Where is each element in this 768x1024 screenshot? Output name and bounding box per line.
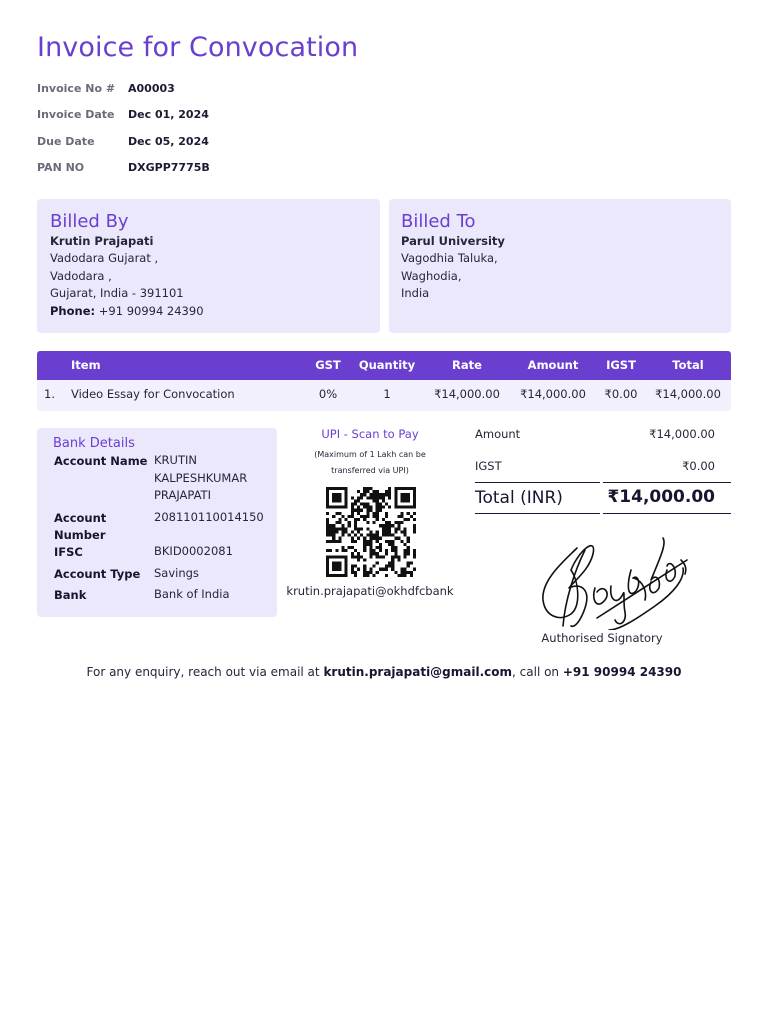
footer-phone[interactable]: +91 90994 24390 [562,665,682,679]
meta-value: Dec 05, 2024 [128,135,209,148]
ifsc-label: IFSC [54,545,83,559]
phone-label: Phone: [50,303,96,318]
igst-value: ₹0.00 [682,459,715,473]
meta-value: Dec 01, 2024 [128,108,209,121]
meta-label: PAN NO [37,161,85,174]
signatory-label: Authorised Signatory [541,631,663,645]
row-quantity: 1 [383,387,391,401]
upi-note: (Maximum of 1 Lakh can be transferred via UPI) [314,450,426,475]
billed-by-name: Krutin Prajapati [50,234,154,248]
account-number-value: 208110110014150 [154,510,264,524]
header-amount: Amount [527,358,579,372]
igst-label: IGST [475,459,502,473]
bank-details-heading: Bank Details [53,436,135,451]
total-value: ₹14,000.00 [607,487,715,507]
billed-to-heading: Billed To [401,211,476,232]
meta-label: Invoice No # [37,82,116,95]
invoice-title: Invoice for Convocation [37,32,359,63]
row-total: ₹14,000.00 [655,387,721,401]
meta-value: DXGPP7775B [128,161,210,174]
footer-contact [0,665,768,679]
handwritten-signature-icon [535,530,691,630]
row-gst: 0% [318,387,338,401]
billed-by-phone [50,303,204,320]
account-name-value: KRUTIN KALPESHKUMAR PRAJAPATI [154,453,248,502]
bank-name-value: Bank of India [154,587,230,601]
billed-by-address-line: Vadodara , [50,268,112,283]
row-rate: ₹14,000.00 [434,387,500,401]
meta-value: A00003 [128,82,175,95]
bank-details-card [37,428,277,617]
header-quantity: Quantity [358,358,416,372]
row-igst: ₹0.00 [604,387,638,401]
total-label: Total (INR) [475,488,563,508]
header-item: Item [71,358,101,372]
account-name-label: Account Name [54,454,148,468]
header-total: Total [672,358,704,372]
summary-divider [475,482,600,483]
summary-divider [603,513,731,514]
header-igst: IGST [606,358,636,372]
billed-to-name: Parul University [401,234,505,248]
meta-label: Due Date [37,135,95,148]
billed-to-card [389,199,731,333]
table-row [37,380,731,411]
billed-to-address-line: Waghodia, [401,268,462,283]
footer-mid: , call on [512,665,560,679]
footer-email[interactable]: krutin.prajapati@gmail.com [323,665,513,679]
bank-name-label: Bank [54,588,87,602]
row-item: Video Essay for Convocation [71,387,235,401]
account-type-label: Account Type [54,567,141,581]
billed-to-address-line: Vagodhia Taluka, [401,251,498,266]
row-amount: ₹14,000.00 [520,387,586,401]
account-type-value: Savings [154,566,199,580]
amount-label: Amount [475,427,521,441]
qr-code-icon [325,487,417,577]
billed-by-address-line: Vadodara Gujarat , [50,251,159,266]
meta-label: Invoice Date [37,108,115,121]
footer-prefix: For any enquiry, reach out via email at [86,665,320,679]
amount-value: ₹14,000.00 [649,427,715,441]
summary-divider [475,513,600,514]
items-table-header [37,351,731,380]
account-number-label: Account Number [54,511,107,542]
upi-id: krutin.prajapati@okhdfcbank [286,584,454,598]
row-number: 1. [44,387,55,401]
summary-divider [603,482,731,483]
billed-to-address-line: India [401,286,430,301]
phone-value: +91 90994 24390 [98,303,204,318]
ifsc-value: BKID0002081 [154,544,233,558]
upi-title: UPI - Scan to Pay [321,427,419,441]
billed-by-address-line: Gujarat, India - 391101 [50,286,184,301]
header-gst: GST [315,358,341,372]
header-rate: Rate [452,358,482,372]
billed-by-card [37,199,380,333]
billed-by-heading: Billed By [50,211,129,232]
